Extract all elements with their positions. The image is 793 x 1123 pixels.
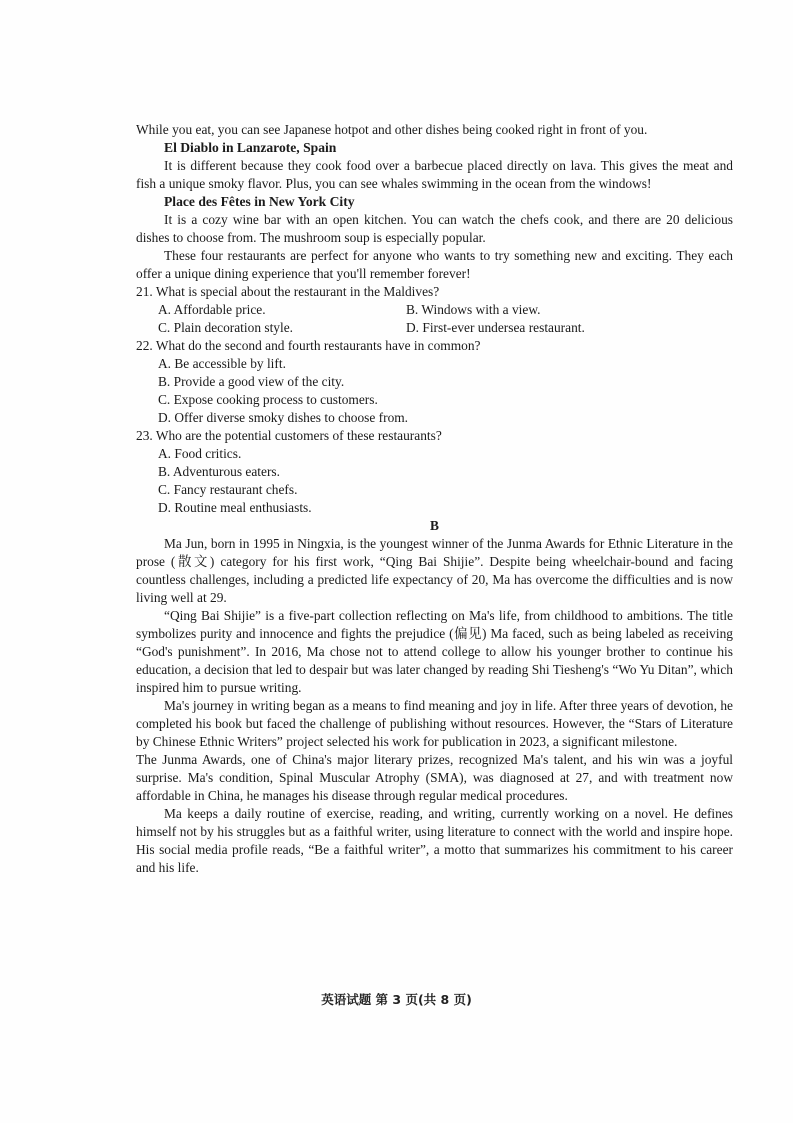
passage-a-paragraph: It is a cozy wine bar with an open kitchen. You can watch the chefs cook, and there are 20 delicious dishes to choose from. The mushroom soup is especially popular. [136, 212, 733, 245]
passage-b-paragraph: “Qing Bai Shijie” is a five-part collection reflecting on Ma's life, from childhood to ambitions. The title symbolizes purity and innocence and fights the prejudice (偏见) Ma faced, such as being labeled as receiving “God's punishment”. In 2016, Ma chose not to attend college to allow his younger brother to continue his education, a decision that led to despair but was later changed by reading Shi Tiesheng's “Wo Yu Ditan”, which inspired him to pursue writing. [136, 608, 733, 695]
option-a: A. Be accessible by lift. [158, 356, 286, 371]
restaurant-heading: El Diablo in Lanzarote, Spain [164, 140, 337, 155]
section-letter: B [430, 518, 439, 533]
option-c: C. Plain decoration style. [158, 320, 293, 335]
option-c: C. Expose cooking process to customers. [158, 392, 378, 407]
question-23-stem: 23. Who are the potential customers of these restaurants? [136, 428, 442, 443]
question-21-stem: 21. What is special about the restaurant in the Maldives? [136, 284, 440, 299]
passage-b-paragraph: The Junma Awards, one of China's major literary prizes, recognized Ma's talent, and his win was a joyful surprise. Ma's condition, Spinal Muscular Atrophy (SMA), was diagnosed at 27, and with treatment now affordable in China, he manages his disease through regular medical procedures. [136, 752, 733, 803]
restaurant-heading: Place des Fêtes in New York City [164, 194, 355, 209]
question-22-stem: 22. What do the second and fourth restaurants have in common? [136, 338, 481, 353]
option-b: B. Windows with a view. [406, 302, 541, 317]
question-21-options-row [136, 319, 733, 337]
option-a: A. Affordable price. [158, 302, 266, 317]
question-21-options-row [136, 301, 733, 319]
passage-b-paragraph: Ma Jun, born in 1995 in Ningxia, is the youngest winner of the Junma Awards for Ethnic Literature in the prose (散文) category for his first work, “Qing Bai Shijie”. Despite being wheelchair-bound and facing countless challenges, including a predicted life expectancy of 20, Ma has overcome the difficulties and is now living well at 29. [136, 536, 733, 605]
option-d: D. Routine meal enthusiasts. [158, 500, 312, 515]
passage-b-paragraph: Ma keeps a daily routine of exercise, reading, and writing, currently working on a novel. He defines himself not by his struggles but as a faithful writer, using literature to connect with the world and inspire hope. His social media profile reads, “Be a faithful writer”, a motto that summarizes his commitment to his career and his life. [136, 806, 733, 875]
option-a: A. Food critics. [158, 446, 242, 461]
passage-a-paragraph: It is different because they cook food over a barbecue placed directly on lava. This gives the meat and fish a unique smoky flavor. Plus, you can see whales swimming in the ocean from the windows! [136, 158, 733, 191]
option-c: C. Fancy restaurant chefs. [158, 482, 298, 497]
option-d: D. First-ever undersea restaurant. [406, 320, 585, 335]
passage-a-paragraph: While you eat, you can see Japanese hotpot and other dishes being cooked right in front of you. [136, 122, 648, 137]
option-b: B. Provide a good view of the city. [158, 374, 345, 389]
passage-a-paragraph: These four restaurants are perfect for anyone who wants to try something new and exciting. They each offer a unique dining experience that you'll remember forever! [136, 248, 733, 281]
page-footer: 英语试题 第 3 页(共 8 页) [321, 992, 472, 1007]
passage-b-paragraph: Ma's journey in writing began as a means to find meaning and joy in life. After three years of devotion, he completed his book but faced the challenge of publishing without resources. However, the “Stars of Literature by Chinese Ethnic Writers” project selected his work for publication in 2023, a significant milestone. [136, 698, 733, 749]
option-d: D. Offer diverse smoky dishes to choose from. [158, 410, 409, 425]
page-content [136, 121, 733, 877]
option-b: B. Adventurous eaters. [158, 464, 280, 479]
